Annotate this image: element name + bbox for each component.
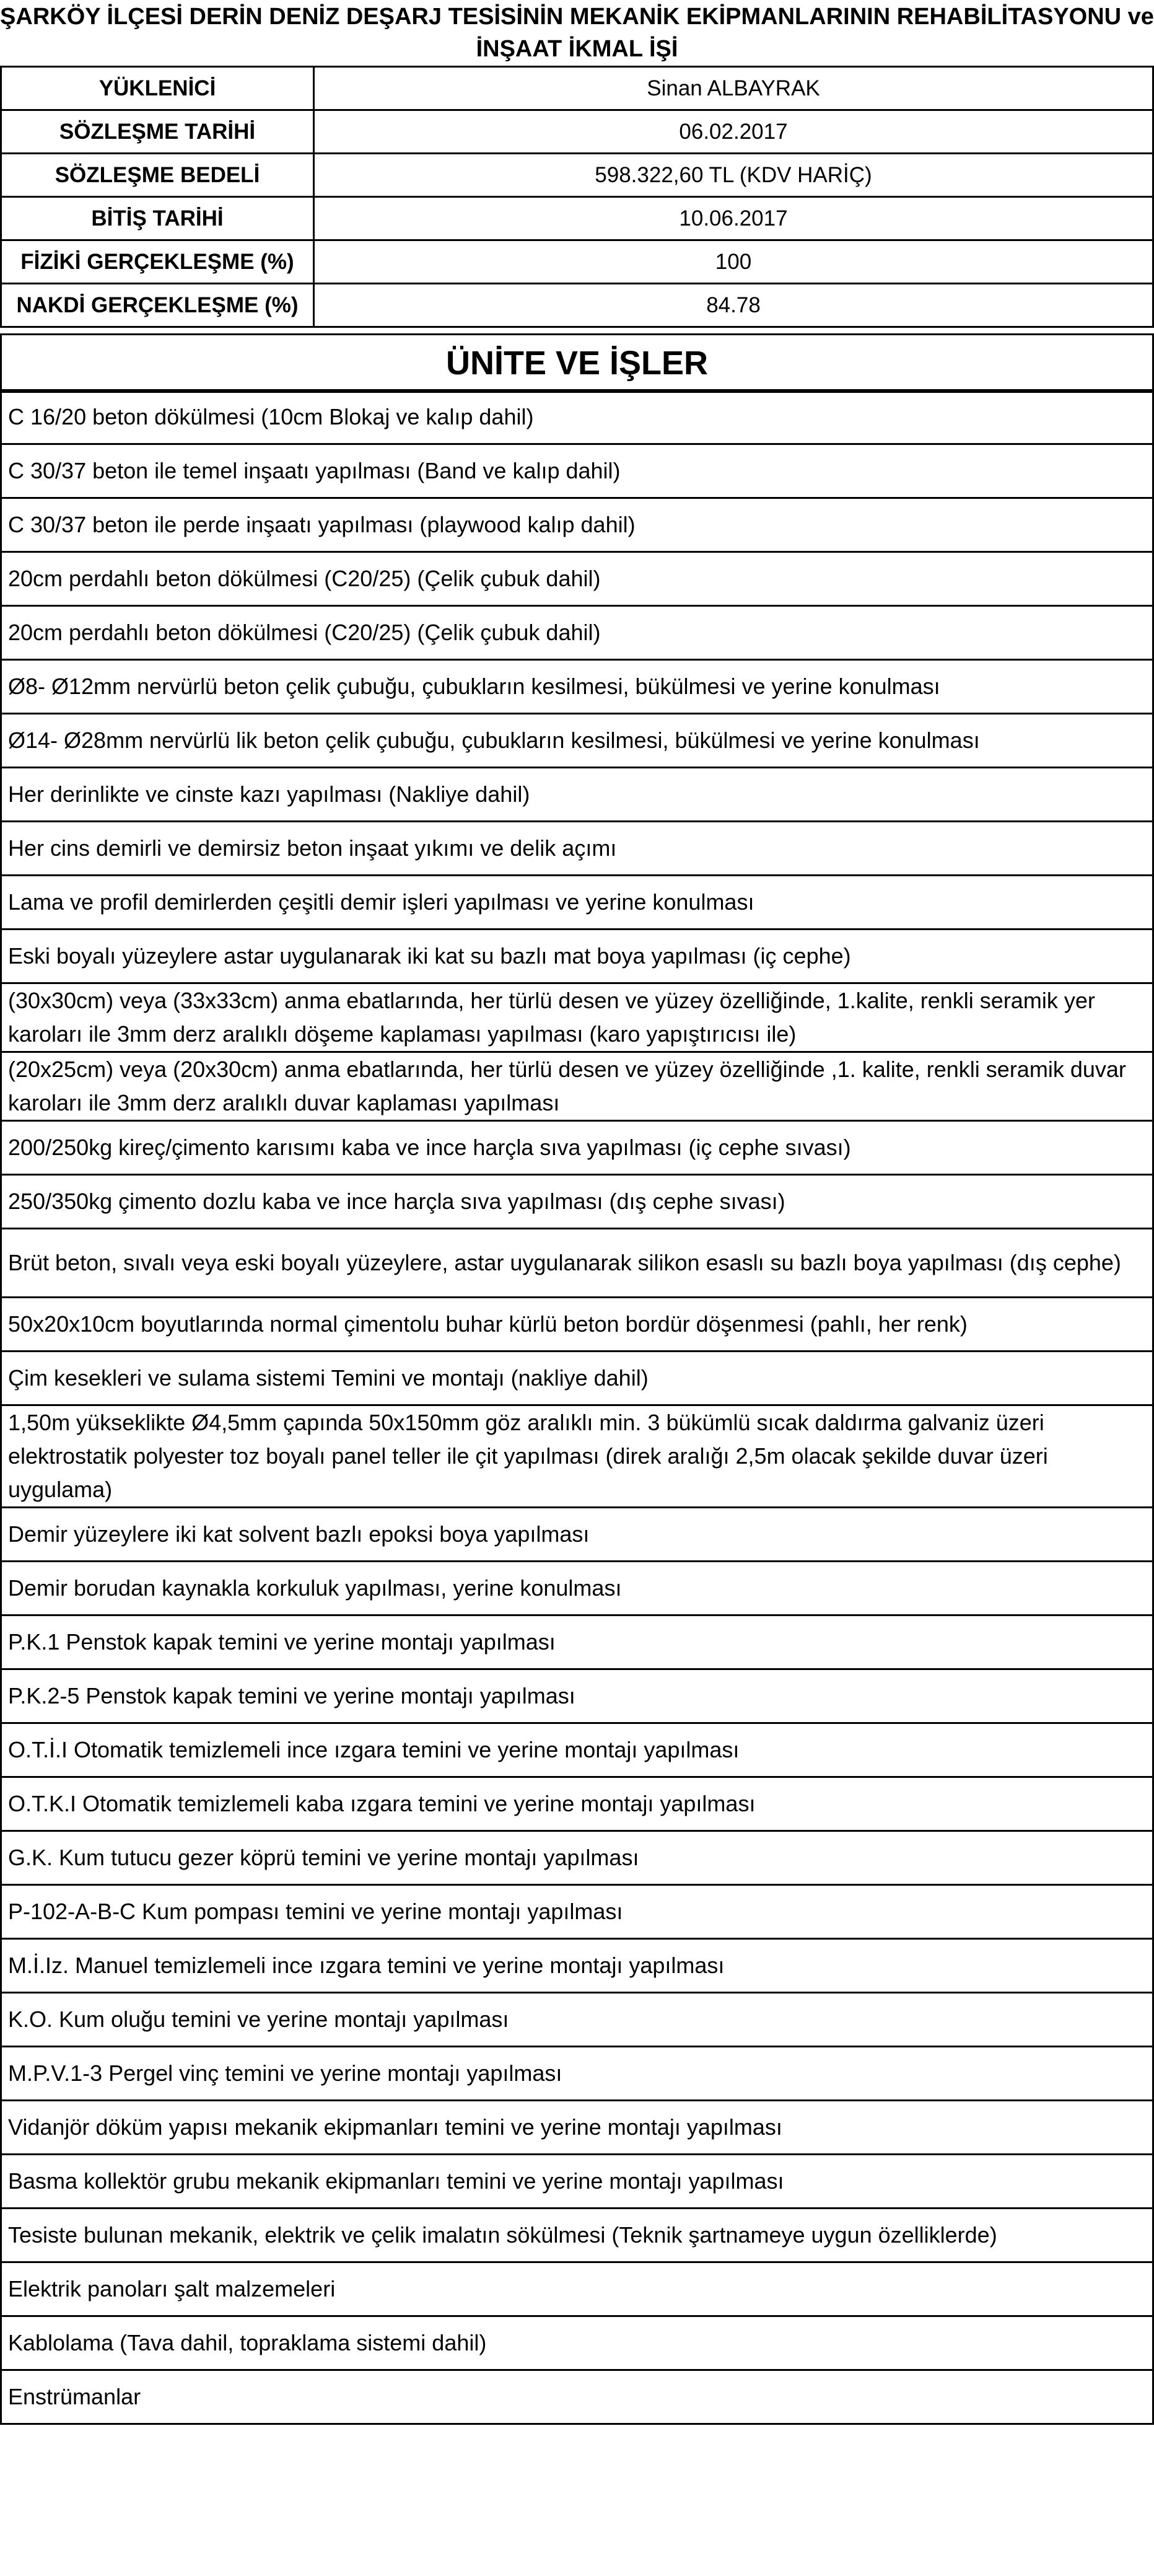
table-row — [1, 1939, 1153, 1993]
work-item: Eski boyalı yüzeylere astar uygulanarak iki kat su bazlı mat boya yapılması (iç cephe) — [1, 930, 1153, 983]
work-item: Çim kesekleri ve sulama sistemi Temini ve montajı (nakliye dahil) — [1, 1352, 1153, 1405]
table-row — [1, 1405, 1153, 1508]
table-row — [1, 1669, 1153, 1723]
work-item: 200/250kg kireç/çimento karısımı kaba ve ince harçla sıva yapılması (iç cephe sıvası) — [1, 1121, 1153, 1175]
table-row — [1, 1615, 1153, 1669]
work-item: Demir yüzeylere iki kat solvent bazlı epoksi boya yapılması — [1, 1508, 1153, 1562]
work-item: 50x20x10cm boyutlarında normal çimentolu buhar kürlü beton bordür döşenmesi (pahlı, her renk) — [1, 1298, 1153, 1352]
info-row-physical-progress — [1, 240, 1153, 284]
table-row — [1, 1298, 1153, 1352]
table-row — [1, 1885, 1153, 1939]
table-row — [1, 1508, 1153, 1562]
table-row — [1, 390, 1153, 444]
table-row — [1, 2101, 1153, 2155]
table-row — [1, 606, 1153, 660]
work-item: Basma kollektör grubu mekanik ekipmanları temini ve yerine montajı yapılması — [1, 2155, 1153, 2209]
work-item: 20cm perdahlı beton dökülmesi (C20/25) (Çelik çubuk dahil) — [1, 606, 1153, 660]
work-item: 1,50m yükseklikte Ø4,5mm çapında 50x150mm göz aralıklı min. 3 bükümlü sıcak daldırma galvaniz üzeri elektrostatik polyester toz boyalı panel teller ile çit yapılması (direk aralığı 2,5m olacak şekilde duvar üzeri uygulama) — [1, 1405, 1153, 1508]
table-row — [1, 2047, 1153, 2101]
table-row — [1, 1052, 1153, 1121]
info-row-contract-date — [1, 110, 1153, 154]
table-row — [1, 714, 1153, 768]
table-row — [1, 1352, 1153, 1405]
work-item: G.K. Kum tutucu gezer köprü temini ve yerine montajı yapılması — [1, 1831, 1153, 1885]
table-row — [1, 1562, 1153, 1615]
work-item: Brüt beton, sıvalı veya eski boyalı yüzeylere, astar uygulanarak silikon esaslı su bazlı boya yapılması (dış cephe) — [1, 1229, 1153, 1298]
info-value: 84.78 — [314, 284, 1153, 327]
table-row — [1, 1121, 1153, 1175]
work-item: Her cins demirli ve demirsiz beton inşaat yıkımı ve delik açımı — [1, 822, 1153, 876]
contract-info-table — [0, 66, 1154, 328]
work-item: 250/350kg çimento dozlu kaba ve ince harçla sıva yapılması (dış cephe sıvası) — [1, 1175, 1153, 1229]
work-item: P.K.1 Penstok kapak temini ve yerine montajı yapılması — [1, 1615, 1153, 1669]
table-row — [1, 660, 1153, 714]
work-items-table — [0, 389, 1154, 2425]
table-row — [1, 1777, 1153, 1831]
work-item: Tesiste bulunan mekanik, elektrik ve çelik imalatın sökülmesi (Teknik şartnameye uygun özelliklerde) — [1, 2209, 1153, 2262]
info-value: 598.322,60 TL (KDV HARİÇ) — [314, 154, 1153, 197]
document-title-line1: ŞARKÖY İLÇESİ DERİN DENİZ DEŞARJ TESİSİNİN MEKANİK EKİPMANLARININ REHABİLİTASYONU ve — [0, 4, 1154, 30]
work-item: Demir borudan kaynakla korkuluk yapılması, yerine konulması — [1, 1562, 1153, 1615]
table-row — [1, 2155, 1153, 2209]
info-value: 06.02.2017 — [314, 110, 1153, 154]
work-item: (20x25cm) veya (20x30cm) anma ebatlarında, her türlü desen ve yüzey özelliğinde ,1. kalite, renkli seramik duvar karoları ile 3mm derz aralıklı duvar kaplaması yapılması — [1, 1052, 1153, 1121]
work-item: C 16/20 beton dökülmesi (10cm Blokaj ve kalıp dahil) — [1, 390, 1153, 444]
work-item: (30x30cm) veya (33x33cm) anma ebatlarında, her türlü desen ve yüzey özelliğinde, 1.kalite, renkli seramik yer karoları ile 3mm derz aralıklı döşeme kaplaması yapılması (karo yapıştırıcısı ile) — [1, 983, 1153, 1052]
work-item: M.P.V.1-3 Pergel vinç temini ve yerine montajı yapılması — [1, 2047, 1153, 2101]
section-title: ÜNİTE VE İŞLER — [0, 333, 1154, 393]
table-row — [1, 444, 1153, 498]
work-item: 20cm perdahlı beton dökülmesi (C20/25) (Çelik çubuk dahil) — [1, 552, 1153, 606]
table-row — [1, 552, 1153, 606]
table-row — [1, 2209, 1153, 2262]
info-label: YÜKLENİCİ — [1, 67, 314, 110]
info-value: 100 — [314, 240, 1153, 284]
work-item: Ø14- Ø28mm nervürlü lik beton çelik çubuğu, çubukların kesilmesi, bükülmesi ve yerine konulması — [1, 714, 1153, 768]
table-row — [1, 1175, 1153, 1229]
table-row — [1, 1723, 1153, 1777]
work-item: Kablolama (Tava dahil, topraklama sistemi dahil) — [1, 2316, 1153, 2370]
info-row-cash-progress — [1, 284, 1153, 327]
info-label: NAKDİ GERÇEKLEŞME (%) — [1, 284, 314, 327]
info-value: 10.06.2017 — [314, 197, 1153, 240]
work-item: Her derinlikte ve cinste kazı yapılması (Nakliye dahil) — [1, 768, 1153, 822]
info-row-contract-price — [1, 154, 1153, 197]
info-row-end-date — [1, 197, 1153, 240]
document-title-line2: İNŞAAT İKMAL İŞİ — [476, 36, 678, 62]
info-value: Sinan ALBAYRAK — [314, 67, 1153, 110]
work-item: O.T.K.I Otomatik temizlemeli kaba ızgara temini ve yerine montajı yapılması — [1, 1777, 1153, 1831]
info-label: BİTİŞ TARİHİ — [1, 197, 314, 240]
table-row — [1, 2262, 1153, 2316]
info-row-contractor — [1, 67, 1153, 110]
work-item: P-102-A-B-C Kum pompası temini ve yerine montajı yapılması — [1, 1885, 1153, 1939]
info-label: SÖZLEŞME BEDELİ — [1, 154, 314, 197]
table-row — [1, 930, 1153, 983]
table-row — [1, 768, 1153, 822]
work-item: P.K.2-5 Penstok kapak temini ve yerine montajı yapılması — [1, 1669, 1153, 1723]
work-item: C 30/37 beton ile temel inşaatı yapılması (Band ve kalıp dahil) — [1, 444, 1153, 498]
work-item: Elektrik panoları şalt malzemeleri — [1, 2262, 1153, 2316]
work-item: K.O. Kum oluğu temini ve yerine montajı yapılması — [1, 1993, 1153, 2047]
table-row — [1, 498, 1153, 552]
work-item: Lama ve profil demirlerden çeşitli demir işleri yapılması ve yerine konulması — [1, 876, 1153, 930]
table-row — [1, 983, 1153, 1052]
table-row — [1, 1831, 1153, 1885]
work-item: Enstrümanlar — [1, 2370, 1153, 2424]
info-label: FİZİKİ GERÇEKLEŞME (%) — [1, 240, 314, 284]
work-item: O.T.İ.I Otomatik temizlemeli ince ızgara temini ve yerine montajı yapılması — [1, 1723, 1153, 1777]
table-row — [1, 822, 1153, 876]
table-row — [1, 1229, 1153, 1298]
document-title — [0, 0, 1154, 66]
table-row — [1, 876, 1153, 930]
table-row — [1, 2316, 1153, 2370]
work-item: Ø8- Ø12mm nervürlü beton çelik çubuğu, çubukların kesilmesi, bükülmesi ve yerine konulması — [1, 660, 1153, 714]
work-item: Vidanjör döküm yapısı mekanik ekipmanları temini ve yerine montajı yapılması — [1, 2101, 1153, 2155]
work-item: C 30/37 beton ile perde inşaatı yapılması (playwood kalıp dahil) — [1, 498, 1153, 552]
work-item: M.İ.Iz. Manuel temizlemeli ince ızgara temini ve yerine montajı yapılması — [1, 1939, 1153, 1993]
info-label: SÖZLEŞME TARİHİ — [1, 110, 314, 154]
table-row — [1, 2370, 1153, 2424]
table-row — [1, 1993, 1153, 2047]
